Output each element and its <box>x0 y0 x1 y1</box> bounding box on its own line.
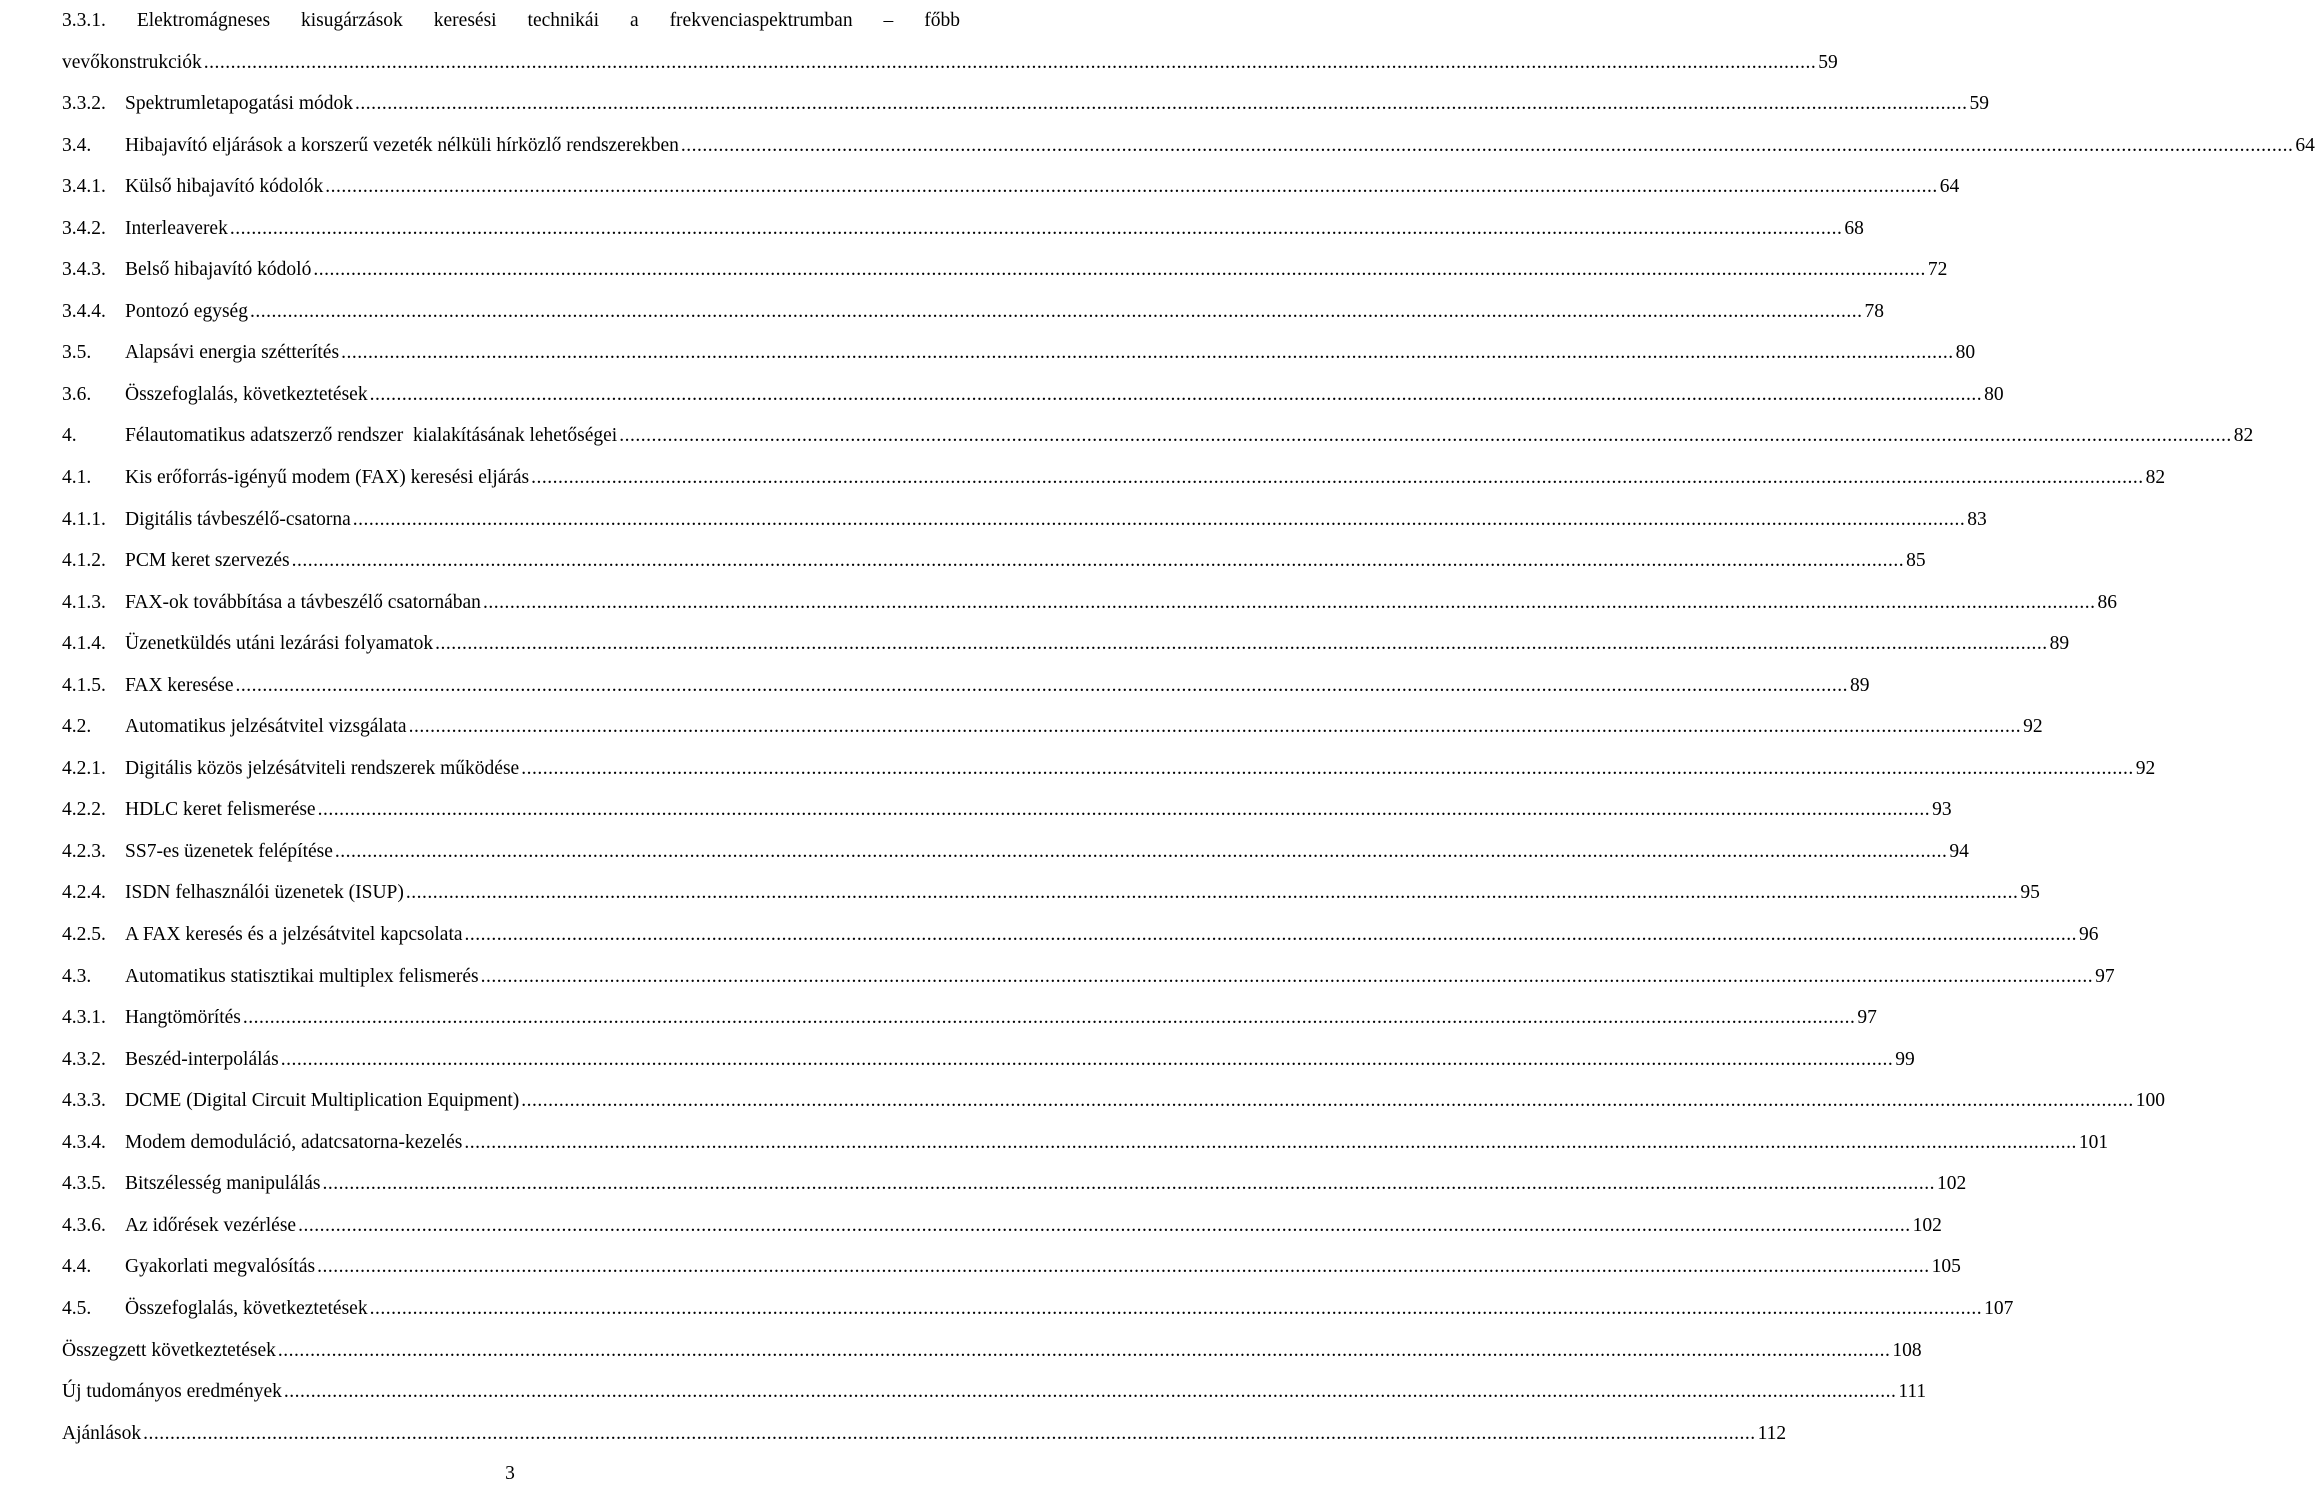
dot-leader: ............................................................................................................................................................................................................................................................................................................ <box>229 217 1843 239</box>
toc-entry[interactable] <box>62 125 2315 167</box>
page-number: 3 <box>505 1463 515 1484</box>
toc-entry-title-word: a <box>629 10 639 31</box>
toc-entry[interactable] <box>62 623 2070 665</box>
toc-entry-title: Ajánlások <box>62 1422 142 1444</box>
toc-entry-page: 94 <box>1949 840 1969 862</box>
dot-leader: ............................................................................................................................................................................................................................................................................................................ <box>203 51 1817 73</box>
toc-entry-title: Félautomatikus adatszerző rendszer kialakításának lehetőségei <box>125 425 618 447</box>
dot-leader: ............................................................................................................................................................................................................................................................................................................ <box>341 342 1954 364</box>
toc-entry-page: 64 <box>2295 134 2315 156</box>
toc-entry[interactable] <box>62 332 1976 374</box>
toc-entry[interactable] <box>62 582 2117 624</box>
dot-leader: ............................................................................................................................................................................................................................................................................................................ <box>482 591 2096 613</box>
toc-entry[interactable] <box>62 1413 1787 1455</box>
toc-entry[interactable] <box>62 831 1969 873</box>
toc-entry[interactable] <box>62 997 1877 1039</box>
toc-entry[interactable] <box>62 374 2004 416</box>
toc-entry-page: 92 <box>2023 716 2043 738</box>
toc-entry-title: HDLC keret felismerése <box>125 799 316 821</box>
toc-entry[interactable] <box>62 249 1948 291</box>
toc-entry-title: vevőkonstrukciók <box>62 51 202 73</box>
dot-leader: ............................................................................................................................................................................................................................................................................................................ <box>680 134 2294 156</box>
toc-entry-number: 3.4.3. <box>62 259 106 281</box>
dot-leader: ............................................................................................................................................................................................................................................................................................................ <box>280 1048 1894 1070</box>
toc-entry-page: 80 <box>1955 342 1976 364</box>
toc-entry-page: 59 <box>1969 93 1990 115</box>
dot-leader: ............................................................................................................................................................................................................................................................................................................ <box>405 882 2019 904</box>
toc-entry[interactable] <box>62 1163 1967 1205</box>
toc-entry-title: SS7-es üzenetek felépítése <box>125 840 333 862</box>
toc-entry-page: 101 <box>2078 1131 2109 1153</box>
toc-entry[interactable] <box>62 748 2156 790</box>
toc-entry[interactable] <box>62 415 2254 457</box>
dot-leader: ............................................................................................................................................................................................................................................................................................................ <box>435 633 2048 655</box>
toc-entry-title: Modem demoduláció, adatcsatorna-kezelés <box>125 1131 463 1153</box>
toc-entry-number: 4.1.4. <box>62 633 106 655</box>
toc-entry-number: 4.5. <box>62 1297 92 1319</box>
toc-entry[interactable] <box>62 1122 2109 1164</box>
toc-entry-title: Spektrumletapogatási módok <box>125 93 354 115</box>
toc-entry[interactable] <box>62 1205 1942 1247</box>
toc-entry-page: 83 <box>1967 508 1987 530</box>
dot-leader: ............................................................................................................................................................................................................................................................................................................ <box>521 757 2134 779</box>
toc-entry-title-word: főbb <box>924 10 960 31</box>
dot-leader: ............................................................................................................................................................................................................................................................................................................ <box>291 550 1905 572</box>
toc-entry[interactable] <box>62 1288 2014 1330</box>
toc-entry-title-word: kisugárzások <box>301 10 403 31</box>
toc-entry-page: 92 <box>2135 757 2156 779</box>
dot-leader: ............................................................................................................................................................................................................................................................................................................ <box>317 799 1931 821</box>
toc-entry[interactable] <box>62 457 2166 499</box>
toc-entry-number: 3.4. <box>62 134 92 156</box>
toc-entry-title: Beszéd-interpolálás <box>125 1048 279 1070</box>
toc-entry-number: 3.4.1. <box>62 176 106 198</box>
toc-entry-number: 4.3.4. <box>62 1131 106 1153</box>
toc-entry-title: Automatikus jelzésátvitel vizsgálata <box>125 716 407 738</box>
toc-entry-number: 4.2.3. <box>62 840 106 862</box>
toc-entry-title: FAX-ok továbbítása a távbeszélő csatornában <box>125 591 481 613</box>
toc-entry-number: 3.3.1. <box>62 10 106 31</box>
dot-leader: ............................................................................................................................................................................................................................................................................................................ <box>408 716 2022 738</box>
toc-entry-number: 4.2.2. <box>62 799 106 821</box>
toc-entry-page: 80 <box>1984 383 2004 405</box>
dot-leader: ............................................................................................................................................................................................................................................................................................................ <box>619 425 2232 447</box>
toc-entry-number: 4.1.1. <box>62 508 106 530</box>
toc-entry[interactable] <box>62 83 1990 125</box>
toc-entry-page: 78 <box>1864 300 1884 322</box>
toc-entry-title: Összefoglalás, következtetések <box>125 383 368 405</box>
toc-entry-title: Új tudományos eredmények <box>62 1381 282 1403</box>
toc-entry-number: 4. <box>62 425 77 447</box>
toc-entry-page: 68 <box>1844 217 1864 239</box>
toc-entry-number: 4.2.5. <box>62 924 106 946</box>
toc-entry-page: 105 <box>1931 1256 1961 1278</box>
toc-entry-title: FAX keresése <box>125 674 234 696</box>
dot-leader: ............................................................................................................................................................................................................................................................................................................ <box>352 508 1966 530</box>
toc-entry-page: 108 <box>1892 1339 1922 1361</box>
toc-entry-title: Digitális távbeszélő-csatorna <box>125 508 351 530</box>
dot-leader: ............................................................................................................................................................................................................................................................................................................ <box>322 1173 1935 1195</box>
toc-entry-title-word: frekvenciaspektrumban <box>669 10 853 31</box>
toc-entry[interactable] <box>62 208 1864 250</box>
toc-entry-number: 4.4. <box>62 1256 92 1278</box>
dot-leader: ............................................................................................................................................................................................................................................................................................................ <box>317 1256 1930 1278</box>
dot-leader: ............................................................................................................................................................................................................................................................................................................ <box>531 467 2144 489</box>
table-of-contents <box>62 0 2315 1454</box>
toc-entry[interactable] <box>62 956 2115 998</box>
toc-entry-number: 3.3.2. <box>62 93 106 115</box>
toc-entry-title: Interleaverek <box>125 217 228 239</box>
toc-entry-title: Automatikus statisztikai multiplex felismerés <box>125 965 479 987</box>
toc-entry-page: 107 <box>1984 1297 2014 1319</box>
toc-entry-page: 99 <box>1895 1048 1915 1070</box>
toc-entry-number: 4.2. <box>62 716 92 738</box>
toc-list <box>62 83 2315 1454</box>
dot-leader: ............................................................................................................................................................................................................................................................................................................ <box>313 259 1926 281</box>
toc-entry-number: 4.1.3. <box>62 591 106 613</box>
toc-entry-page: 89 <box>2049 633 2070 655</box>
toc-entry-title: ISDN felhasználói üzenetek (ISUP) <box>125 882 404 904</box>
toc-entry-number: 3.5. <box>62 342 92 364</box>
toc-entry-page: 111 <box>1898 1381 1927 1403</box>
toc-entry-title-word: technikái <box>527 10 599 31</box>
toc-entry-number: 4.3.2. <box>62 1048 106 1070</box>
dot-leader: ............................................................................................................................................................................................................................................................................................................ <box>283 1381 1897 1403</box>
toc-entry-page: 86 <box>2097 591 2117 613</box>
toc-entry-title: Belső hibajavító kódoló <box>125 259 312 281</box>
dot-leader: ............................................................................................................................................................................................................................................................................................................ <box>249 300 1863 322</box>
toc-entry-title-word: keresési <box>433 10 497 31</box>
toc-entry-page: 82 <box>2145 467 2166 489</box>
toc-entry-title: Alapsávi energia szétterítés <box>125 342 340 364</box>
toc-entry-title: Digitális közös jelzésátviteli rendszerek működése <box>125 757 520 779</box>
toc-entry-title: Üzenetküldés utáni lezárási folyamatok <box>125 633 434 655</box>
toc-entry-title-word: Elektromágneses <box>136 10 271 31</box>
toc-entry-title: DCME (Digital Circuit Multiplication Equipment) <box>125 1090 520 1112</box>
toc-entry-number: 3.4.2. <box>62 217 106 239</box>
dot-leader: ............................................................................................................................................................................................................................................................................................................ <box>143 1422 1756 1444</box>
toc-entry-page: 95 <box>2020 882 2040 904</box>
toc-entry-title: Bitszélesség manipulálás <box>125 1173 321 1195</box>
toc-entry-page: 102 <box>1937 1173 1967 1195</box>
toc-entry-page: 97 <box>2095 965 2115 987</box>
toc-entry-number: 4.3.6. <box>62 1214 106 1236</box>
toc-entry-page: 82 <box>2233 425 2254 447</box>
toc-entry-number: 3.4.4. <box>62 300 106 322</box>
toc-entry-page: 72 <box>1927 259 1948 281</box>
dot-leader: ............................................................................................................................................................................................................................................................................................................ <box>242 1007 1856 1029</box>
toc-entry[interactable] <box>62 706 2043 748</box>
toc-entry-number: 3.6. <box>62 383 92 405</box>
toc-entry-page: 89 <box>1849 674 1870 696</box>
toc-entry-number: 4.2.4. <box>62 882 106 904</box>
dot-leader: ............................................................................................................................................................................................................................................................................................................ <box>369 383 1983 405</box>
toc-entry[interactable] <box>62 499 1987 541</box>
toc-entry-title: Összegzett következtetések <box>62 1339 276 1361</box>
dot-leader: ............................................................................................................................................................................................................................................................................................................ <box>325 176 1938 198</box>
dot-leader: ............................................................................................................................................................................................................................................................................................................ <box>464 1131 2077 1153</box>
toc-entry-title: Összefoglalás, következtetések <box>125 1297 368 1319</box>
toc-entry-number: 4.2.1. <box>62 757 106 779</box>
toc-entry-title-word: – <box>883 10 894 31</box>
dot-leader: ............................................................................................................................................................................................................................................................................................................ <box>521 1090 2134 1112</box>
toc-entry[interactable] <box>62 1371 1927 1413</box>
toc-entry-title: Külső hibajavító kódolók <box>125 176 324 198</box>
dot-leader: ............................................................................................................................................................................................................................................................................................................ <box>369 1297 1983 1319</box>
toc-entry[interactable] <box>62 1039 1915 1081</box>
toc-entry-page: 85 <box>1906 550 1926 572</box>
dot-leader: ............................................................................................................................................................................................................................................................................................................ <box>464 924 2078 946</box>
toc-entry-number: 4.1.5. <box>62 674 106 696</box>
toc-entry[interactable] <box>62 914 2099 956</box>
toc-entry-number: 4.3.5. <box>62 1173 106 1195</box>
dot-leader: ............................................................................................................................................................................................................................................................................................................ <box>480 965 2094 987</box>
toc-entry-title: Pontozó egység <box>125 300 248 322</box>
dot-leader: ............................................................................................................................................................................................................................................................................................................ <box>334 840 1948 862</box>
dot-leader: ............................................................................................................................................................................................................................................................................................................ <box>235 674 1848 696</box>
toc-entry[interactable] <box>62 1246 1961 1288</box>
toc-entry-page: 59 <box>1818 51 1838 73</box>
toc-entry-title: PCM keret szervezés <box>125 550 290 572</box>
toc-entry-page: 93 <box>1932 799 1952 821</box>
toc-entry-number: 4.3.3. <box>62 1090 106 1112</box>
toc-entry-number: 4.3. <box>62 965 92 987</box>
toc-entry[interactable] <box>62 1080 2166 1122</box>
toc-entry[interactable] <box>62 665 1870 707</box>
dot-leader: ............................................................................................................................................................................................................................................................................................................ <box>355 93 1968 115</box>
dot-leader: ............................................................................................................................................................................................................................................................................................................ <box>298 1214 1911 1236</box>
toc-entry-number: 4.3.1. <box>62 1007 106 1029</box>
toc-entry[interactable] <box>62 166 1960 208</box>
toc-entry-page: 64 <box>1939 176 1960 198</box>
toc-entry-page: 102 <box>1912 1214 1942 1236</box>
toc-entry-number: 4.1. <box>62 467 92 489</box>
toc-entry-page: 100 <box>2135 1090 2166 1112</box>
toc-entry[interactable] <box>62 540 1926 582</box>
toc-entry-page: 96 <box>2079 924 2099 946</box>
toc-entry[interactable] <box>62 789 1952 831</box>
toc-entry-title: Hibajavító eljárások a korszerű vezeték nélküli hírközlő rendszerekben <box>125 134 679 156</box>
toc-entry-title: A FAX keresés és a jelzésátvitel kapcsolata <box>125 924 463 946</box>
toc-entry[interactable] <box>62 291 1884 333</box>
toc-entry-title: Hangtömörítés <box>125 1007 241 1029</box>
toc-entry-title: Gyakorlati megvalósítás <box>125 1256 316 1278</box>
toc-entry-page: 112 <box>1757 1422 1787 1444</box>
toc-entry-page: 97 <box>1857 1007 1877 1029</box>
toc-entry[interactable] <box>62 1330 1922 1372</box>
toc-entry-title: Az időrések vezérlése <box>125 1214 297 1236</box>
toc-entry-number: 4.1.2. <box>62 550 106 572</box>
toc-entry-first-line1[interactable] <box>62 0 960 42</box>
dot-leader: ............................................................................................................................................................................................................................................................................................................ <box>277 1339 1891 1361</box>
toc-entry-title: Kis erőforrás-igényű modem (FAX) keresési eljárás <box>125 467 530 489</box>
toc-entry[interactable] <box>62 872 2040 914</box>
toc-entry-first-line2[interactable] <box>62 42 1838 84</box>
